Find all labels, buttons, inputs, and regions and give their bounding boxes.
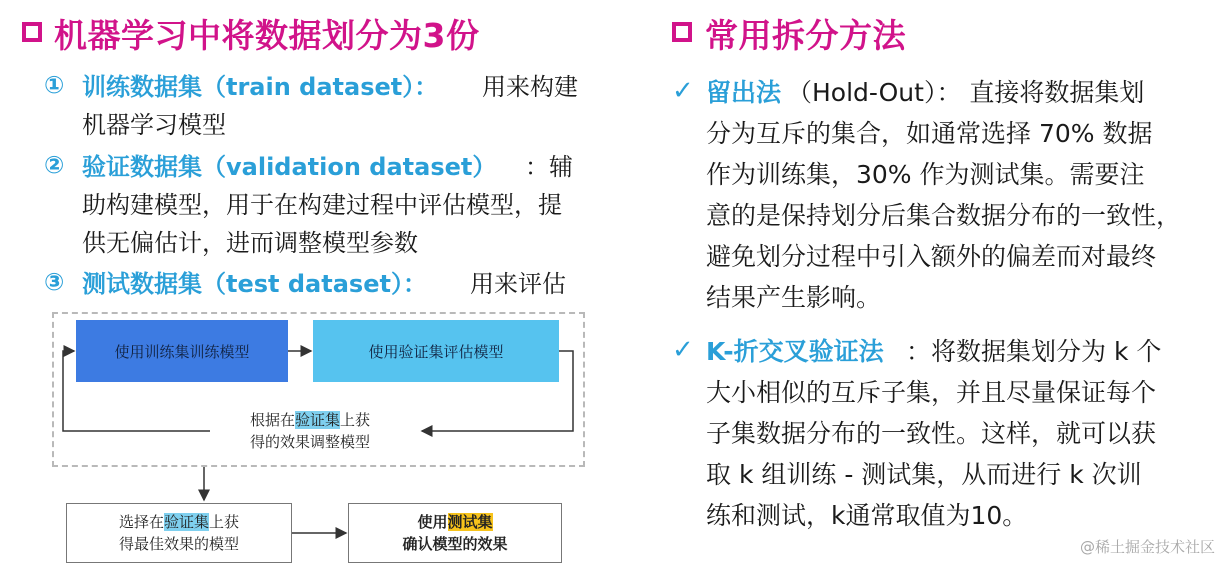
item-1-heading: 训练数据集（train dataset）： — [82, 73, 439, 101]
holdout-line-5: 避免划分过程中引入额外的偏差而对最终 — [706, 242, 1157, 271]
item-2-number: ② — [44, 151, 65, 179]
kfold-line-4: 取 k 组训练 - 测试集，从而进行 k 次训 — [706, 460, 1142, 489]
item-1-number: ① — [44, 71, 65, 99]
adjust-pre-text: 根据在 — [249, 411, 295, 429]
item-3-text-1: 用来评估 — [470, 270, 566, 298]
right-title-square-icon — [672, 22, 692, 42]
left-title: 机器学习中将数据划分为3份 — [54, 16, 480, 55]
test-highlight: 测试集 — [447, 513, 493, 531]
train-model-label: 使用训练集训练模型 — [114, 342, 250, 361]
validate-model-label: 使用验证集评估模型 — [368, 342, 504, 361]
item-1-text-1: 用来构建 — [482, 73, 578, 101]
adjust-note-line-2: 得的效果调整模型 — [249, 433, 370, 451]
kfold-line-1: ：将数据集划分为 k 个 — [906, 337, 1162, 366]
item-1-text-2: 机器学习模型 — [82, 111, 226, 139]
holdout-line-6: 结果产生影响。 — [706, 283, 882, 312]
select-post-text: 上获 — [209, 513, 240, 531]
kfold-line-5: 练和测试，k通常取值为10。 — [706, 501, 1028, 530]
item-3-number: ③ — [44, 268, 65, 296]
select-line-2: 得最佳效果的模型 — [118, 535, 239, 553]
flow-arrows — [0, 0, 600, 572]
watermark: @稀土掘金技术社区 — [1079, 538, 1215, 556]
item-2-text-1: ：辅 — [525, 153, 573, 181]
test-pre-text: 使用 — [417, 513, 448, 531]
holdout-line-4: 意的是保持划分后集合数据分布的一致性， — [706, 201, 1182, 230]
holdout-line-1: （Hold-Out）： 直接将数据集划 — [787, 78, 1145, 107]
right-title: 常用拆分方法 — [705, 16, 906, 55]
item-2-text-3: 供无偏估计，进而调整模型参数 — [82, 229, 418, 257]
kfold-heading: K-折交叉验证法 — [706, 337, 884, 366]
item-2-text-2: 助构建模型，用于在构建过程中评估模型，提 — [82, 191, 562, 219]
check-icon-kfold: ✓ — [672, 335, 694, 365]
arrow-adjust-to-train — [63, 351, 210, 431]
item-2-heading: 验证数据集（validation dataset） — [82, 153, 497, 181]
holdout-heading: 留出法 — [706, 78, 782, 107]
check-icon-holdout: ✓ — [672, 76, 694, 106]
select-highlight: 验证集 — [163, 513, 209, 531]
item-3-heading: 测试数据集（test dataset）： — [82, 270, 427, 298]
test-line-2: 确认模型的效果 — [402, 535, 508, 553]
adjust-post-text: 上获 — [340, 411, 371, 429]
holdout-line-2: 分为互斥的集合，如通常选择 70% 数据 — [706, 119, 1153, 148]
kfold-line-3: 子集数据分布的一致性。这样，就可以获 — [706, 419, 1157, 448]
arrow-validate-to-adjust — [422, 351, 573, 431]
select-pre-text: 选择在 — [118, 513, 164, 531]
adjust-highlight: 验证集 — [294, 411, 340, 429]
holdout-line-3: 作为训练集，30% 作为测试集。需要注 — [706, 160, 1145, 189]
kfold-line-2: 大小相似的互斥子集，并且尽量保证每个 — [706, 378, 1157, 407]
